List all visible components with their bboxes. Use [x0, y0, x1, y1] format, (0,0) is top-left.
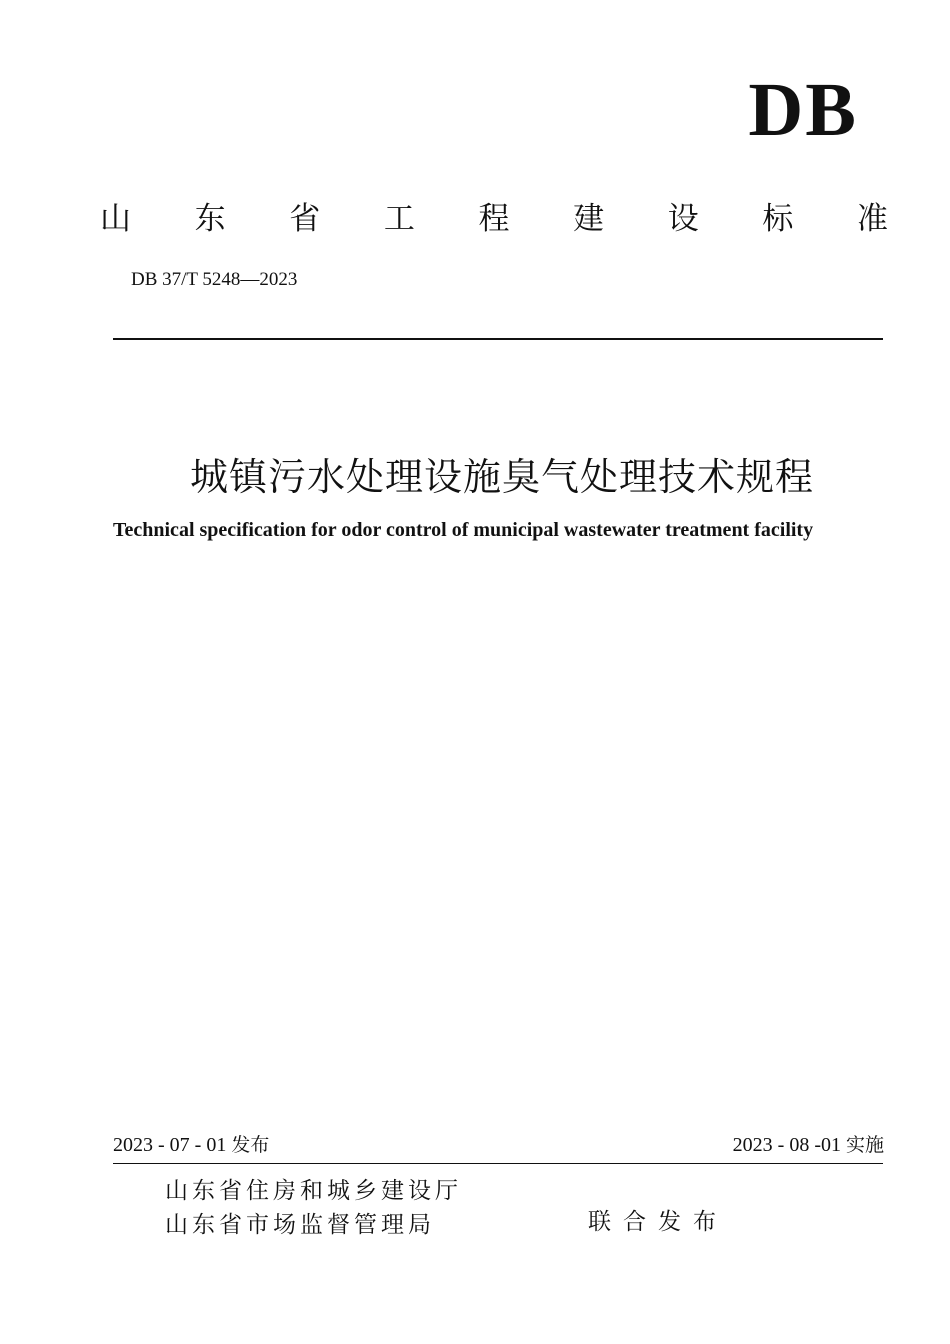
category-char: 省 [289, 201, 321, 237]
publish-label: 发布 [231, 1134, 270, 1156]
publisher-housing-department: 山东省住房和城乡建设厅 [165, 1178, 462, 1204]
category-char: 标 [762, 201, 794, 237]
category-char: 东 [194, 201, 226, 237]
publish-date-value: 2023 - 07 - 01 [113, 1134, 227, 1156]
category-char: 程 [478, 201, 510, 237]
title-english: Technical specification for odor control of municipal wastewater treatment facility [113, 519, 814, 541]
standard-code: DB 37/T 5248—2023 [131, 269, 298, 290]
top-divider [113, 338, 883, 340]
title-chinese: 城镇污水处理设施臭气处理技术规程 [189, 455, 814, 499]
standard-category [100, 201, 888, 237]
category-char: 设 [667, 201, 699, 237]
category-char: 工 [383, 201, 415, 237]
implement-label: 实施 [845, 1134, 884, 1156]
publish-date [113, 1135, 269, 1155]
category-char: 建 [573, 201, 605, 237]
joint-publish-label: 联合发布 [588, 1209, 728, 1235]
publisher-market-regulation: 山东省市场监督管理局 [165, 1212, 435, 1238]
category-char: 准 [857, 201, 888, 237]
category-char: 山 [100, 201, 131, 237]
implement-date [733, 1135, 884, 1155]
implement-date-value: 2023 - 08 -01 [732, 1134, 841, 1156]
bottom-divider [113, 1163, 883, 1164]
db-logo: DB [748, 68, 858, 152]
